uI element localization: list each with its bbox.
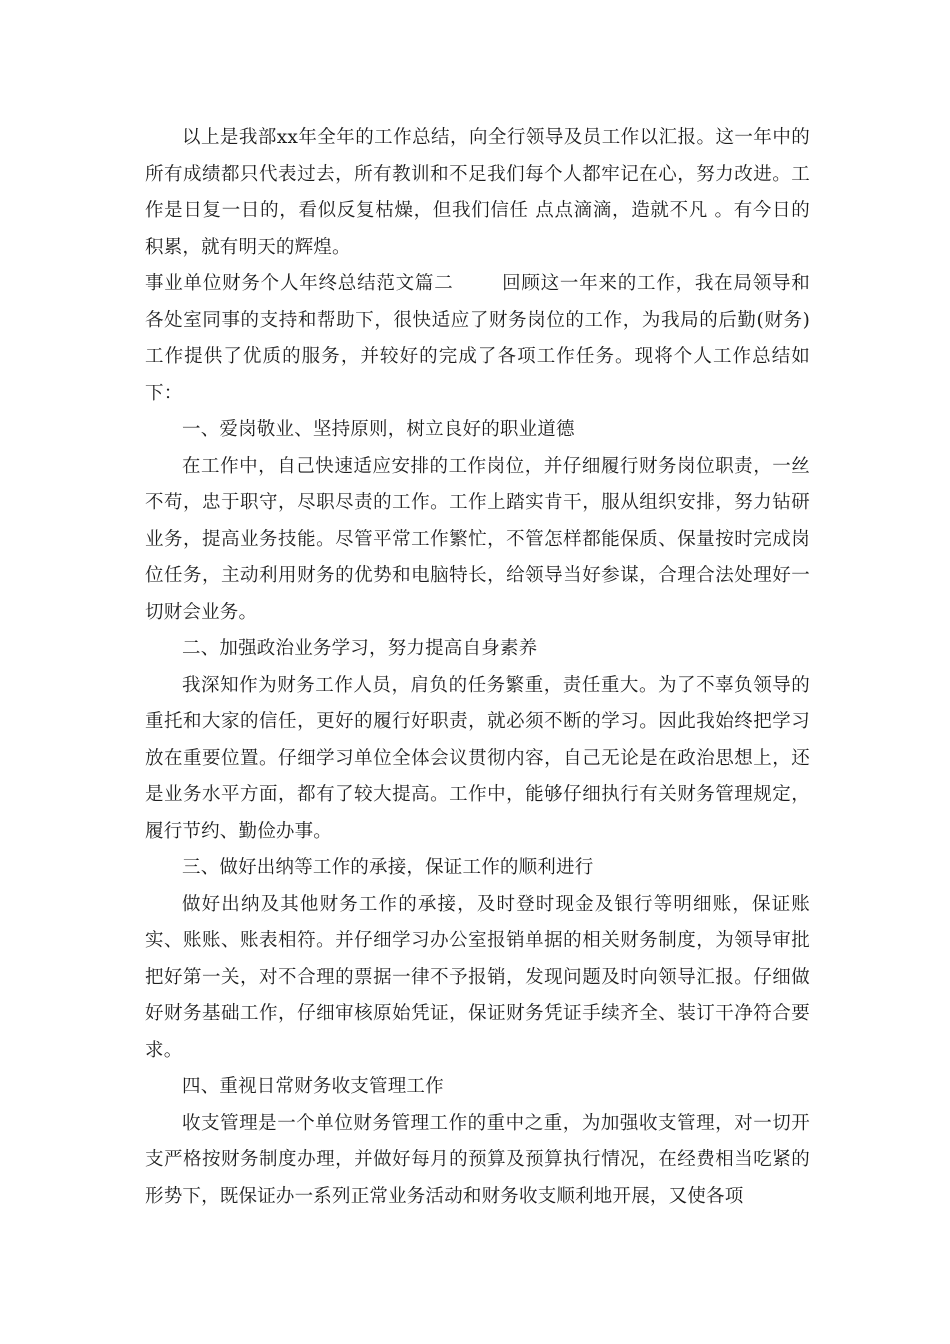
- document-body: [145, 120, 810, 1215]
- section-heading-2: 二、加强政治业务学习，努力提高自身素养: [182, 638, 538, 659]
- document-title: 事业单位财务个人年终总结范文篇二: [145, 273, 454, 294]
- title-paragraph: [145, 266, 810, 412]
- section-body-3: 做好出纳及其他财务工作的承接，及时登时现金及银行等明细账，保证账实、账账、账表相符。并仔细学习办公室报销单据的相关财务制度，为领导审批把好第一关，对不合理的票据一律不予报销，发现问题及时向领导汇报。仔细做好财务基础工作，仔细审核原始凭证，保证财务凭证手续齐全、装订干净符合要求。: [145, 893, 810, 1061]
- section-heading-3: 三、做好出纳等工作的承接，保证工作的顺利进行: [182, 857, 594, 878]
- section-heading-4: 四、重视日常财务收支管理工作: [182, 1076, 444, 1097]
- section-body-1: 在工作中，自己快速适应安排的工作岗位，并仔细履行财务岗位职责，一丝不苟，忠于职守，尽职尽责的工作。工作上踏实肯干，服从组织安排，努力钻研业务，提高业务技能。尽管平常工作繁忙，不管怎样都能保质、保量按时完成岗位任务，主动利用财务的优势和电脑特长，给领导当好参谋，合理合法处理好一切财会业务。: [145, 455, 810, 623]
- section-body-4: 收支管理是一个单位财务管理工作的重中之重，为加强收支管理，对一切开支严格按财务制度办理，并做好每月的预算及预算执行情况，在经费相当吃紧的形势下，既保证办一系列正常业务活动和财务收支顺利地开展，又使各项: [145, 1112, 810, 1207]
- intro-paragraph: 以上是我部xx年全年的工作总结，向全行领导及员工作以汇报。这一年中的所有成绩都只代表过去，所有教训和不足我们每个人都牢记在心，努力改进。工作是日复一日的，看似反复枯燥，但我们信任 点点滴滴，造就不凡 。有今日的积累，就有明天的辉煌。: [145, 127, 810, 258]
- opening-text: 回顾这一年来的工作，我在局领导和各处室同事的支持和帮助下，很快适应了财务岗位的工作，为我局的后勤(财务)工作提供了优质的服务，并较好的完成了各项工作任务。现将个人工作总结如下：: [145, 273, 810, 404]
- section-heading-1: 一、爱岗敬业、坚持原则，树立良好的职业道德: [182, 419, 575, 440]
- section-body-2: 我深知作为财务工作人员，肩负的任务繁重，责任重大。为了不辜负领导的重托和大家的信任，更好的履行好职责，就必须不断的学习。因此我始终把学习放在重要位置。仔细学习单位全体会议贯彻内容，自己无论是在政治思想上，还是业务水平方面，都有了较大提高。工作中，能够仔细执行有关财务管理规定，履行节约、勤俭办事。: [145, 674, 810, 842]
